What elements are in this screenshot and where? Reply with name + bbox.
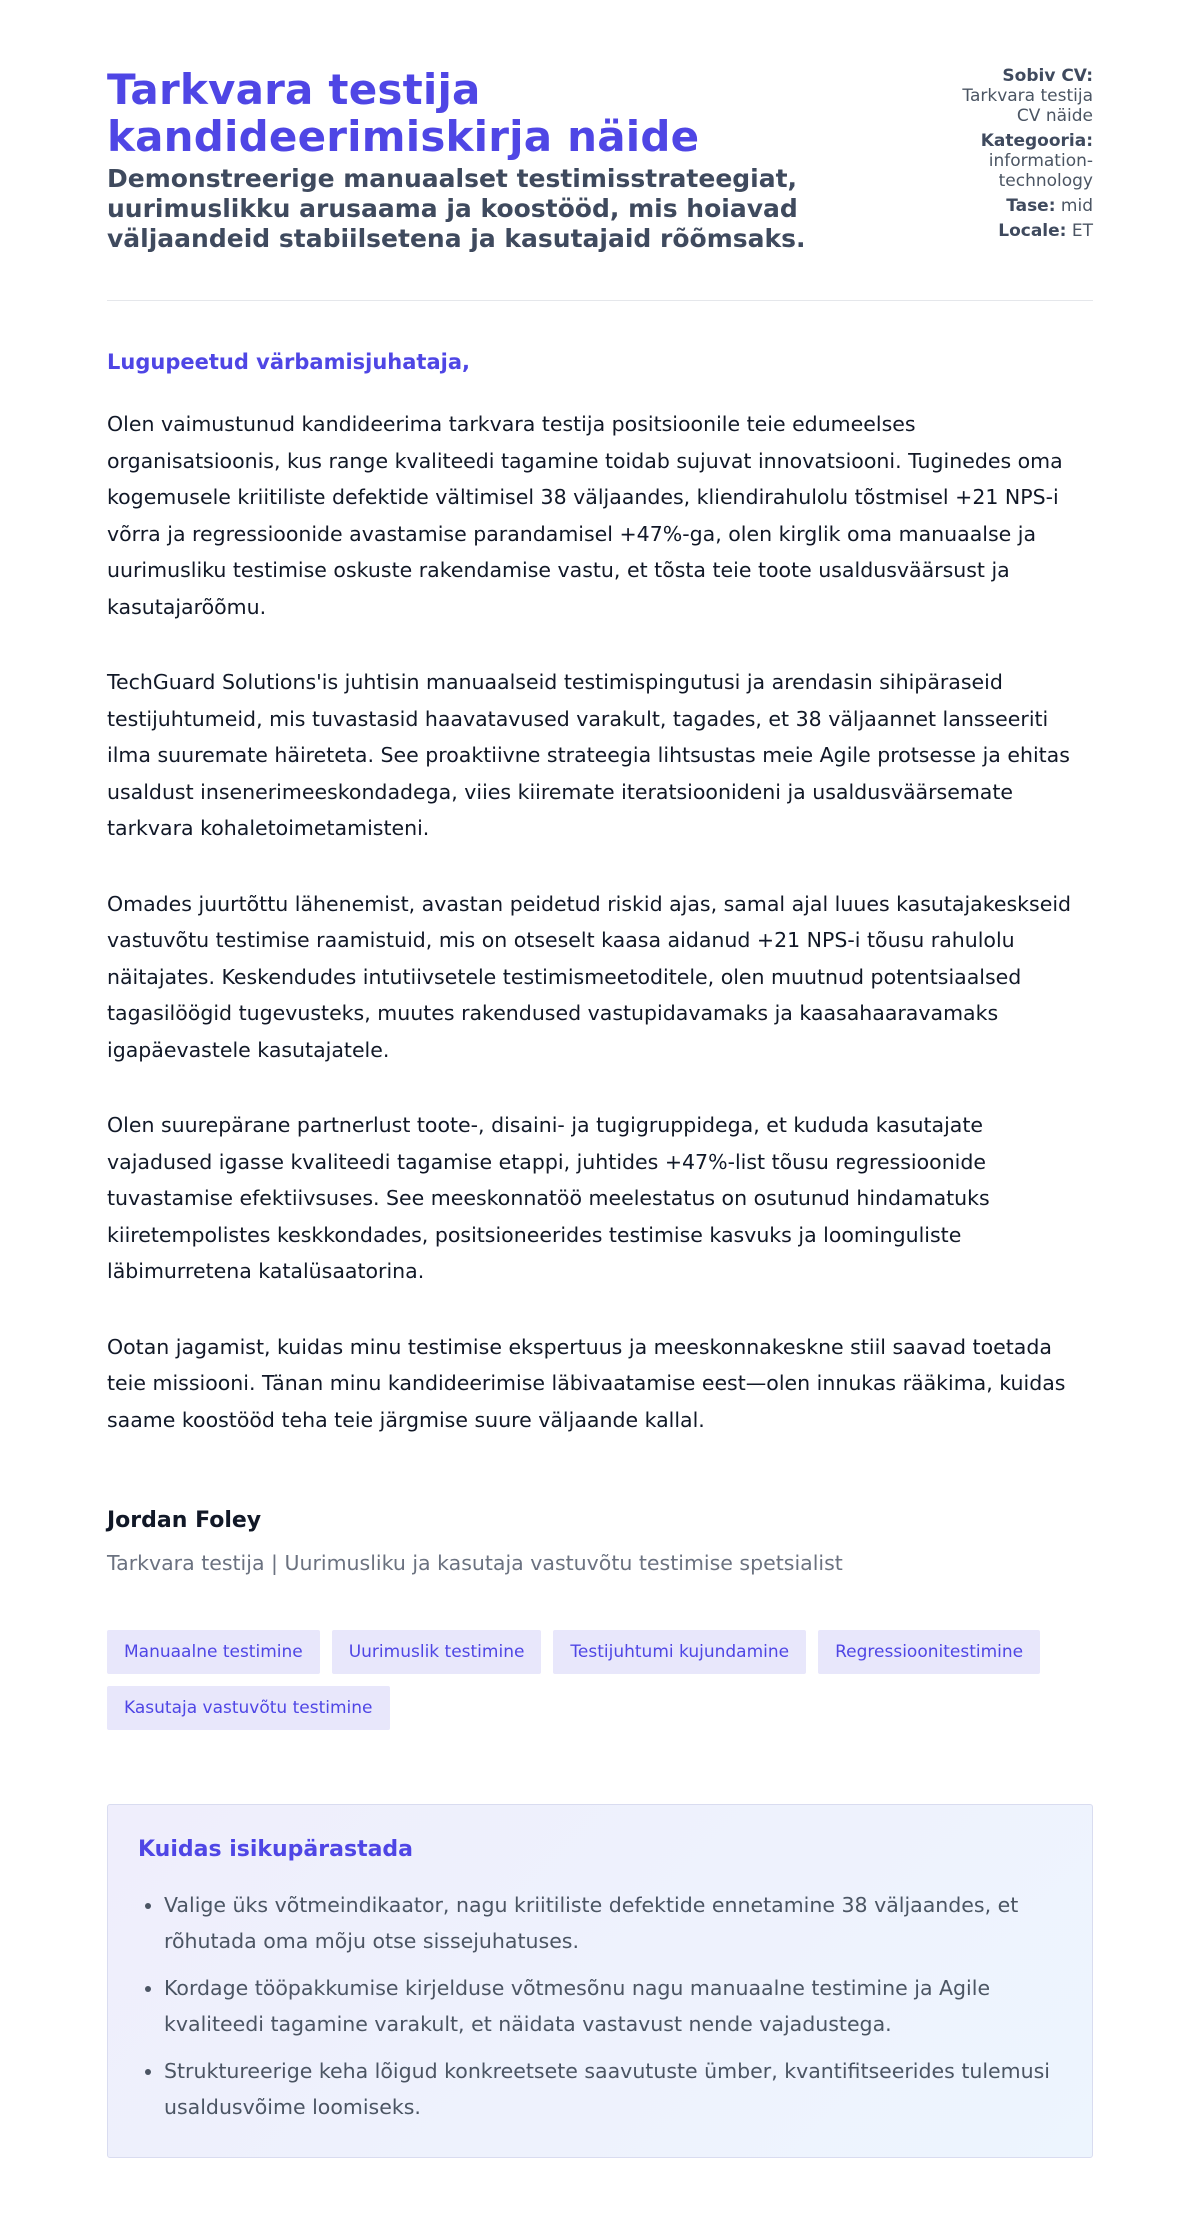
personalization-tips [107,1804,1093,2158]
skill-tag: Kasutaja vastuvõtu testimine [107,1686,390,1730]
meta-cv-value: Tarkvara testija CV näide [962,86,1093,126]
meta-level-value: mid [1060,196,1093,216]
tip-item: • Struktureerige keha lõigud konkreetsete saavutuste ümber, kvantifitseerides tulemusi usaldusvõime loomiseks. [164,2053,1062,2125]
skill-tag: Uurimuslik testimine [332,1630,542,1674]
meta-category-label: Kategooria: [980,131,1093,151]
meta-level [953,196,1093,216]
meta-locale-label: Locale: [998,221,1067,241]
meta-cv-label: Sobiv CV: [1002,66,1093,86]
meta-level-label: Tase: [1006,196,1056,216]
page-header [107,66,1093,301]
skill-tags [107,1630,1067,1730]
meta-locale [953,221,1093,241]
letter-greeting: Lugupeetud värbamisjuhataja, [107,350,470,374]
meta-panel [953,66,1093,246]
page-subtitle: Demonstreerige manuaalset testimisstrateegiat, uurimuslikku arusaama ja koostööd, mis hoiavad väljaandeid stabiilsetena ja kasutajaid rõõmsaks. [107,164,806,253]
letter-body [107,406,1093,1438]
letter-paragraph: Omades juurtõttu lähenemist, avastan peidetud riskid ajas, samal ajal luues kasutajakeskseid vastuvõtu testimise raamistuid, mis on otseselt kaasa aidanud +21 NPS-i tõusu rahulolu näitajates. Keskendudes intutiivsetele testimismeetoditele, olen muutnud potentsiaalsed tagasilöögid tugevusteks, muutes rakendused vastupidavamaks ja kaasahaaravamaks igapäevastele kasutajatele. [107,891,1072,1062]
meta-category-value: information-technology [988,151,1093,191]
letter-paragraph: Olen suurepärane partnerlust toote-, disaini- ja tugigruppidega, et kududa kasutajate vajadused igasse kvaliteedi tagamise etappi, juhtides +47%-list tõusu regressioonide tuvastamise efektiivsuses. See meeskonnatöö meelestatus on osutunud hindamatuks kiiretempolistes keskkondades, positsioneerides testimise kasvuks ja loominguliste läbimurretena katalüsaatorina. [107,1113,990,1283]
letter-paragraph: Olen vaimustunud kandideerima tarkvara testija positsioonile teie edumeelses organisatsioonis, kus range kvaliteedi tagamine toidab sujuvat innovatsiooni. Tuginedes oma kogemusele kriitiliste defektide vältimisel 38 väljaandes, kliendirahulolu tõstmisel +21 NPS-i võrra ja regressioonide avastamise parandamisel +47%-ga, olen kirglik oma manuaalse ja uurimusliku testimise oskuste rakendamise vastu, et tõsta teie toote usaldusväärsust ja kasutajarõõmu. [107,412,1063,619]
letter-paragraph: Ootan jagamist, kuidas minu testimise ekspertuus ja meeskonnakeskne stiil saavad toetada teie missiooni. Tänan minu kandideerimise läbivaatamise eest—olen innukas rääkima, kuidas saame koostööd teha teie järgmise suure väljaande kallal. [107,1334,1066,1432]
skill-tag: Regressioonitestimine [818,1630,1040,1674]
meta-cv [953,66,1093,126]
signature-title: Tarkvara testija | Uurimusliku ja kasutaja vastuvõtu testimise spetsialist [107,1551,843,1575]
skill-tag: Manuaalne testimine [107,1630,320,1674]
tips-heading: Kuidas isikupärastada [138,1837,414,1862]
tips-list [138,1887,1062,2125]
tip-item: • Kordage tööpakkumise kirjelduse võtmesõnu nagu manuaalne testimine ja Agile kvaliteedi tagamine varakult, et näidata vastavust nende vajadustega. [164,1970,1062,2042]
page-title: Tarkvara testija kandideerimiskirja näide [107,65,700,161]
meta-category [953,131,1093,191]
signature-name: Jordan Foley [107,1508,262,1533]
tip-item: • Valige üks võtmeindikaator, nagu kriitiliste defektide ennetamine 38 väljaandes, et rõhutada oma mõju otse sissejuhatuses. [164,1887,1062,1959]
title-block [107,66,867,254]
skill-tag: Testijuhtumi kujundamine [553,1630,806,1674]
letter-paragraph: TechGuard Solutions'is juhtisin manuaalseid testimispingutusi ja arendasin sihipäraseid testijuhtumeid, mis tuvastasid haavatavused varakult, tagades, et 38 väljaannet lansseeriti ilma suuremate häireteta. See proaktiivne strateegia lihtsustas meie Agile protsesse ja ehitas usaldust insenerimeeskondadega, viies kiiremate iteratsioonideni ja usaldusväärsemate tarkvara kohaletoimetamisteni. [107,670,1070,840]
meta-locale-value: ET [1071,221,1093,241]
